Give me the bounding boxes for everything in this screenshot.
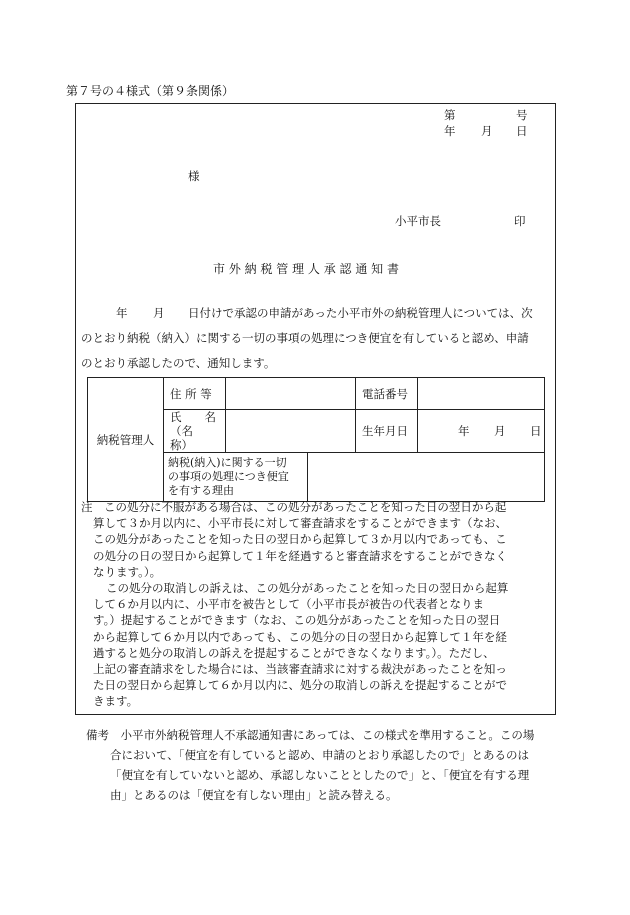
reason-label-line-2: の事項の処理につき便宜: [168, 470, 289, 483]
address-label: 住 所 等: [170, 386, 212, 401]
remarks-line: 由」とあるのは「便宜を有しない理由」と読み替える。: [110, 788, 398, 802]
body-date-year: 年: [116, 306, 128, 320]
date-day-label: 日: [516, 124, 528, 138]
note-line: た日の翌日から起算して６か月以内に、処分の取消しの訴えを提起することがで: [93, 678, 507, 693]
addressee-suffix: 様: [188, 169, 200, 183]
note-line: 注 この処分に不服がある場合は、この処分があったことを知った日の翌日から起: [81, 500, 507, 514]
note-line: きます。: [93, 694, 139, 709]
form-number: 第７号の４様式（第９条関係）: [66, 84, 235, 98]
phone-label: 電話番号: [362, 386, 408, 401]
birth-year-label: 年: [458, 424, 470, 438]
tax-manager-table: [87, 377, 545, 502]
remarks-line: 合において、「便宜を有していると認め、申請のとおり承認したので」とあるのは: [110, 748, 530, 762]
body-line-2: のとおり納税（納入）に関する一切の事項の処理につき便宜を有していると認め、申請: [81, 331, 529, 345]
name-label-line-2: （名 称）: [170, 424, 205, 452]
note-line: この処分の取消しの訴えは、この処分があったことを知った日の翌日から起算: [106, 581, 509, 595]
note-line: して６か月以内に、小平市を被告として（小平市長が被告の代表者となりま: [93, 597, 484, 612]
note-line: 算して３か月以内に、小平市長に対して審査請求をすることができます（なお、: [93, 516, 507, 531]
birth-label-cell: [356, 410, 418, 453]
address-label-cell: [164, 378, 226, 410]
birth-day-label: 日: [530, 424, 542, 438]
note-line: 過すると処分の取消しの訴えを提起することができなくなります。）。ただし、: [93, 645, 495, 660]
address-value-cell: [226, 378, 356, 410]
phone-label-cell: [356, 378, 418, 410]
name-label-line-1: 氏 名: [170, 410, 216, 424]
birth-label: 生年月日: [362, 424, 408, 438]
reason-label-cell: [164, 453, 308, 502]
doc-number-prefix: 第: [444, 108, 456, 122]
date-year-label: 年: [444, 124, 456, 138]
tax-manager-label: 納税管理人: [96, 432, 155, 447]
note-line: 上記の審査請求をした場合には、当該審査請求に対する裁決があったことを知っ: [93, 662, 507, 676]
note-line: す。）提起することができます（なお、この処分があったことを知った日の翌日: [93, 613, 501, 628]
name-label-cell: [164, 410, 226, 453]
body-line-1: 日付けで承認の申請があった小平市外の納税管理人については、次: [188, 306, 533, 320]
note-line: なります。）。: [93, 564, 162, 579]
body-date-month: 月: [153, 306, 165, 320]
phone-value-cell: [418, 378, 545, 410]
birth-month-label: 月: [494, 424, 506, 438]
birth-value-cell: [418, 410, 545, 453]
note-line: から起算して６か月以内であっても、この処分の日の翌日から起算して１年を経: [93, 629, 507, 644]
reason-value-cell: [308, 453, 545, 502]
reason-label-line-3: を有する理由: [168, 484, 234, 497]
date-month-label: 月: [481, 124, 493, 138]
remarks-line: 「便宜を有していないと認め、承認しないこととしたので」と、「便宜を有する理: [110, 768, 530, 782]
doc-number-suffix: 号: [516, 108, 528, 122]
sender-name: 小平市長: [395, 214, 441, 228]
note-line: この処分があったことを知った日の翌日から起算して３か月以内であっても、こ: [93, 532, 507, 547]
document-title: 市 外 納 税 管 理 人 承 認 通 知 書: [213, 262, 399, 276]
remarks-line: 備考 小平市外納税管理人不承認通知書にあっては、この様式を準用すること。この場: [86, 728, 535, 742]
reason-label-line-1: 納税(納入)に関する一切: [168, 456, 287, 469]
tax-manager-label-cell: [88, 378, 164, 502]
body-line-3: のとおり承認したので、通知します。: [81, 356, 276, 370]
seal-mark: 印: [514, 214, 526, 228]
note-line: の処分の日の翌日から起算して１年を経過すると審査請求をすることができなく: [93, 548, 507, 563]
name-value-cell: [226, 410, 356, 453]
